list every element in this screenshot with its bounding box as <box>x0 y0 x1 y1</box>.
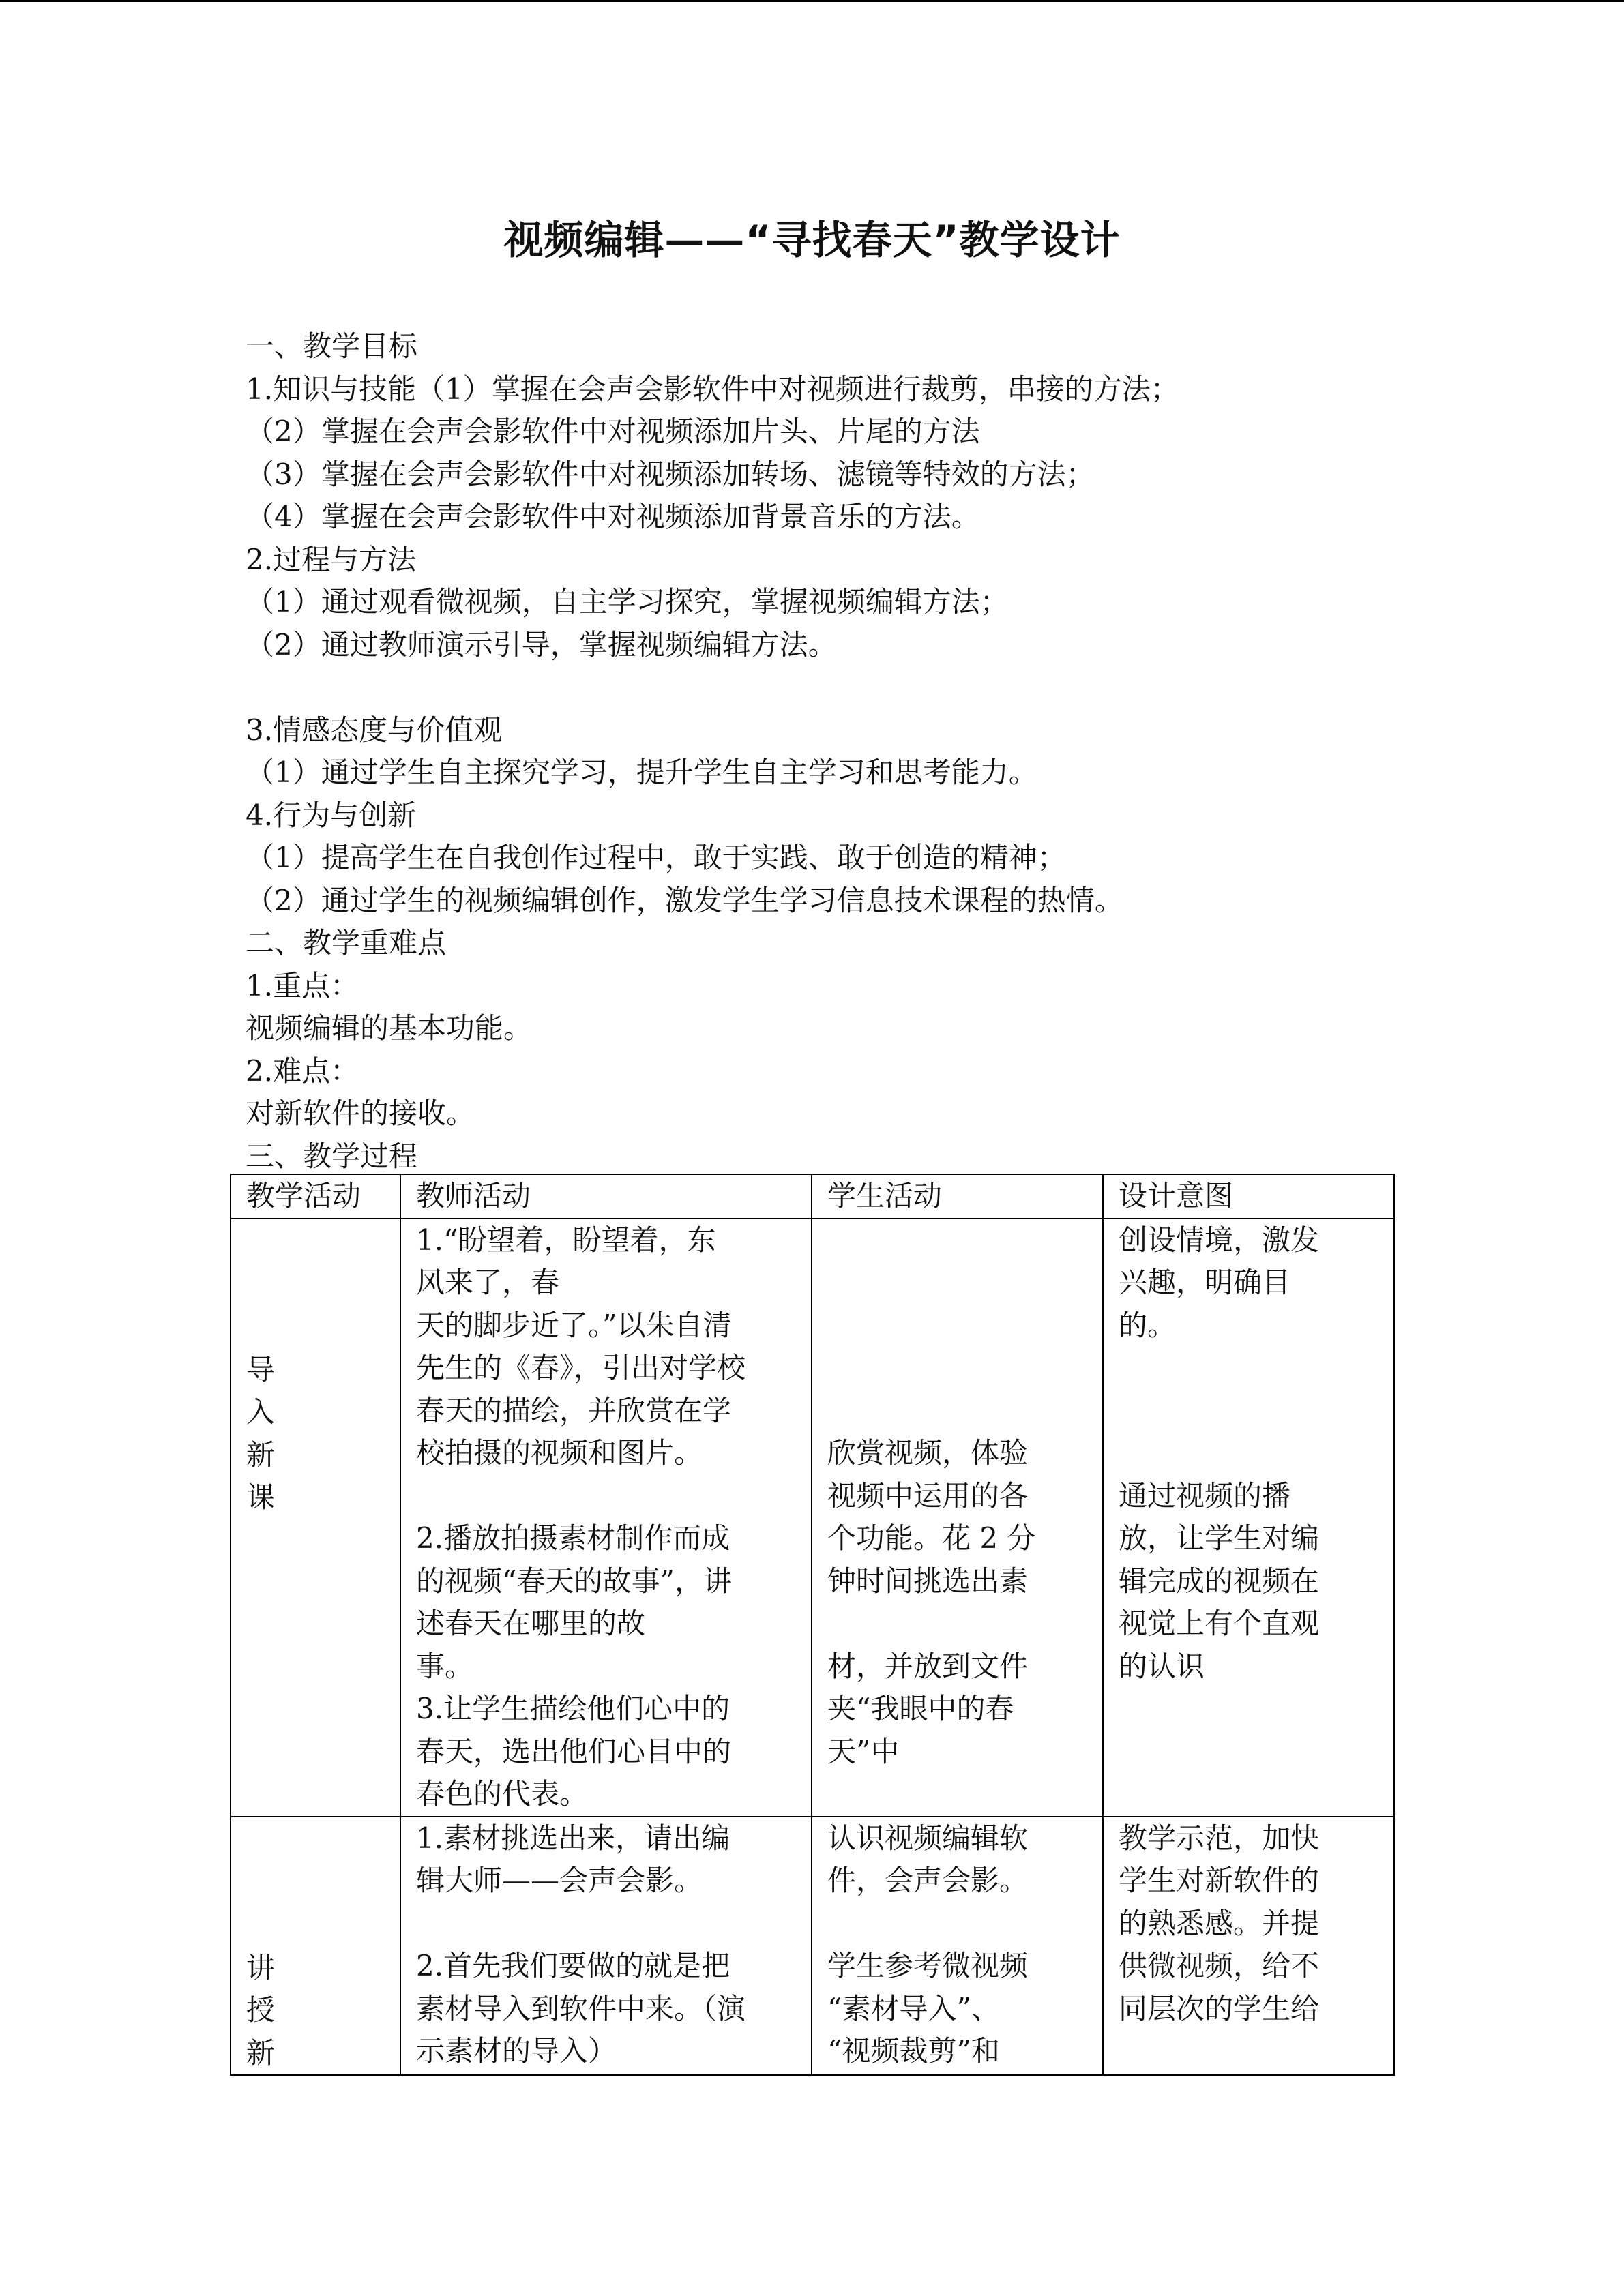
header-intent: 设计意图 <box>1103 1174 1394 1219</box>
cell-line: 2.播放拍摄素材制作而成 <box>416 1521 730 1555</box>
body-line: （1）通过学生自主探究学习，提升学生自主学习和思考能力。 <box>246 756 1037 789</box>
cell-line: “视频裁剪”和 <box>827 2034 1000 2068</box>
blank-line <box>246 666 1541 709</box>
body-line: 1.知识与技能（1）掌握在会声会影软件中对视频进行裁剪，串接的方法； <box>246 372 1179 406</box>
activity-cell <box>231 1219 400 1817</box>
table-row <box>231 1817 1394 2076</box>
student-cell <box>812 1219 1103 1817</box>
cell-line: 春天的描绘，并欣赏在学 <box>416 1393 732 1427</box>
cell-line: 夹“我眼中的春 <box>827 1692 1014 1725</box>
activity-char: 新 <box>246 2036 276 2070</box>
cell-line: 材，并放到文件 <box>827 1649 1029 1683</box>
cell-line: 1.“盼望着，盼望着，东 <box>416 1223 716 1257</box>
cell-line: 春天，选出他们心目中的 <box>416 1734 732 1768</box>
body-line: 对新软件的接收。 <box>246 1097 475 1130</box>
body-line: （1）提高学生在自我创作过程中，敢于实践、敢于创造的精神； <box>246 841 1066 874</box>
table-header-row <box>231 1174 1394 1219</box>
cell-line: 个功能。花 2 分 <box>827 1521 1036 1555</box>
body-line: （1）通过观看微视频，自主学习探究，掌握视频编辑方法； <box>246 585 1009 618</box>
lesson-process-table <box>230 1174 1395 2076</box>
cell-line: 认识视频编辑软 <box>827 1821 1029 1855</box>
cell-line: 辑大师——会声会影。 <box>416 1864 703 1897</box>
page-title: 视频编辑——“寻找春天”教学设计 <box>503 217 1121 263</box>
teacher-cell <box>400 1817 812 2076</box>
body-line: （2）通过学生的视频编辑创作，激发学生学习信息技术课程的热情。 <box>246 883 1123 917</box>
activity-char: 课 <box>246 1480 276 1514</box>
cell-line: 创设情境，激发 <box>1119 1223 1320 1257</box>
document-body <box>246 325 1541 1178</box>
header-student: 学生活动 <box>812 1174 1103 1219</box>
cell-blank <box>827 1903 1102 1945</box>
cell-line: 教学示范，加快 <box>1119 1821 1320 1855</box>
cell-line: 2.首先我们要做的就是把 <box>416 1949 730 1982</box>
cell-blank <box>827 1602 1102 1645</box>
teacher-cell <box>400 1219 812 1817</box>
cell-line: 学生参考微视频 <box>827 1949 1029 1982</box>
student-cell <box>812 1817 1103 2076</box>
activity-char: 入 <box>246 1395 276 1429</box>
cell-line: 学生对新软件的 <box>1119 1864 1320 1897</box>
cell-line: 示素材的导入） <box>416 2034 617 2068</box>
body-line: 2.过程与方法 <box>246 542 417 576</box>
header-teacher: 教师活动 <box>400 1174 812 1219</box>
header-activity: 教学活动 <box>231 1174 400 1219</box>
section-heading-keypoints: 二、教学重难点 <box>246 926 447 959</box>
cell-line: 1.素材挑选出来，请出编 <box>416 1821 730 1855</box>
cell-line: 3.让学生描绘他们心中的 <box>416 1692 730 1725</box>
cell-line: 的熟悉感。并提 <box>1119 1906 1320 1940</box>
body-line: （3）掌握在会声会影软件中对视频添加转场、滤镜等特效的方法； <box>246 457 1095 491</box>
cell-line: 的认识 <box>1119 1649 1205 1683</box>
cell-line: 校拍摄的视频和图片。 <box>416 1436 703 1470</box>
table-row <box>231 1219 1394 1817</box>
body-line: （4）掌握在会声会影软件中对视频添加背景音乐的方法。 <box>246 500 980 533</box>
cell-line: 钟时间挑选出素 <box>827 1564 1029 1598</box>
body-line: （2）掌握在会声会影软件中对视频添加片头、片尾的方法 <box>246 415 980 448</box>
cell-line: 的。 <box>1119 1308 1177 1342</box>
body-line: 4.行为与创新 <box>246 798 417 832</box>
intent-cell <box>1103 1219 1394 1817</box>
page-top-border <box>0 0 1624 2</box>
cell-line: 事。 <box>416 1649 474 1683</box>
section-heading-process: 三、教学过程 <box>246 1139 418 1173</box>
body-line: （2）通过教师演示引导，掌握视频编辑方法。 <box>246 627 837 661</box>
body-line: 视频编辑的基本功能。 <box>246 1011 533 1045</box>
cell-line: 天”中 <box>827 1734 900 1768</box>
cell-line: 兴趣，明确目 <box>1119 1266 1291 1299</box>
cell-line: 素材导入到软件中来。（演 <box>416 1991 746 2025</box>
cell-line: 通过视频的播 <box>1119 1478 1291 1512</box>
cell-line: 辑完成的视频在 <box>1119 1564 1320 1598</box>
cell-blank <box>416 1903 811 1945</box>
body-line: 2.难点： <box>246 1054 359 1088</box>
cell-line: 放，让学生对编 <box>1119 1521 1320 1555</box>
cell-line: 供微视频，给不 <box>1119 1949 1320 1982</box>
cell-line: 欣赏视频，体验 <box>827 1436 1029 1470</box>
cell-line: 件，会声会影。 <box>827 1864 1029 1897</box>
intent-cell <box>1103 1817 1394 2076</box>
activity-cell <box>231 1817 400 2076</box>
activity-char: 新 <box>246 1437 276 1472</box>
cell-line: 述春天在哪里的故 <box>416 1607 646 1640</box>
cell-line: 的视频“春天的故事”，讲 <box>416 1564 732 1598</box>
cell-line: 春色的代表。 <box>416 1777 589 1810</box>
cell-line: 视觉上有个直观 <box>1119 1607 1320 1640</box>
activity-char: 讲 <box>246 1950 276 1984</box>
cell-line: 风来了，春 <box>416 1266 560 1299</box>
activity-char: 授 <box>246 1993 276 2027</box>
activity-char: 导 <box>246 1352 276 1386</box>
cell-line: 天的脚步近了。”以朱自清 <box>416 1308 732 1342</box>
cell-line: “素材导入”、 <box>827 1991 1000 2025</box>
cell-line: 先生的《春》，引出对学校 <box>416 1351 746 1384</box>
section-heading-goals: 一、教学目标 <box>246 329 418 363</box>
cell-line: 同层次的学生给 <box>1119 1991 1320 2025</box>
cell-blank <box>416 1475 811 1518</box>
body-line: 1.重点： <box>246 968 359 1002</box>
cell-line: 视频中运用的各 <box>827 1478 1029 1512</box>
body-line: 3.情感态度与价值观 <box>246 713 503 747</box>
